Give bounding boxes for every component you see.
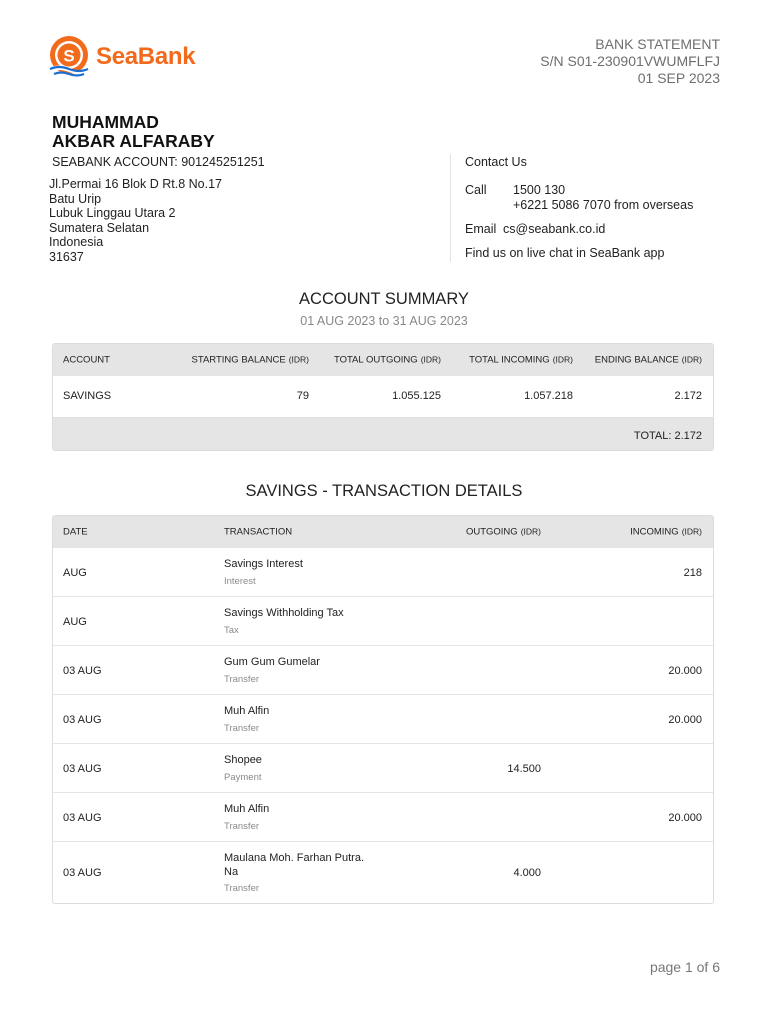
- address-line: Indonesia: [49, 235, 104, 250]
- account-summary-title: ACCOUNT SUMMARY: [299, 290, 469, 308]
- tx-name: Savings Interest: [224, 558, 303, 570]
- tx-type: Transfer: [224, 883, 260, 894]
- tx-name: Maulana Moh. Farhan Putra. Na: [224, 852, 365, 878]
- col-outgoing-label: TOTAL OUTGOING: [333, 354, 418, 365]
- tx-date: 03 AUG: [63, 714, 102, 726]
- account-summary-table: [52, 343, 714, 451]
- summary-footer: [53, 417, 713, 451]
- col-tx-incoming-unit: (IDR): [681, 526, 702, 536]
- transaction-row: [53, 547, 713, 596]
- address-line: Batu Urip: [49, 191, 102, 206]
- tx-date: 03 AUG: [63, 665, 102, 677]
- transaction-row: [53, 792, 713, 841]
- statement-title: BANK STATEMENT: [595, 36, 720, 52]
- tx-name: Gum Gum Gumelar: [224, 656, 320, 668]
- call-label: Call: [465, 183, 487, 197]
- tx-date: 03 AUG: [63, 812, 102, 824]
- tx-name: Muh Alfin: [224, 705, 270, 717]
- tx-date: AUG: [63, 567, 87, 579]
- col-outgoing-unit: (IDR): [420, 354, 441, 364]
- address-line: Jl.Permai 16 Blok D Rt.8 No.17: [49, 177, 222, 191]
- brand-name: SeaBank: [96, 43, 196, 70]
- page-number: page 1 of 6: [649, 959, 720, 975]
- tx-date: 03 AUG: [63, 763, 102, 775]
- statement-date: 01 SEP 2023: [637, 70, 720, 86]
- tx-outgoing: 4.000: [513, 867, 541, 879]
- summary-row: [53, 375, 713, 417]
- col-starting-label: STARTING BALANCE: [191, 354, 286, 365]
- col-account: ACCOUNT: [63, 354, 110, 365]
- tx-incoming: 20.000: [668, 812, 702, 824]
- tx-incoming: 20.000: [668, 714, 702, 726]
- summary-ending: 2.172: [674, 390, 702, 402]
- summary-header: [53, 344, 713, 375]
- col-date: DATE: [63, 526, 88, 537]
- tx-name: Savings Withholding Tax: [224, 607, 344, 619]
- col-ending-balance: [595, 354, 702, 365]
- call-overseas[interactable]: +6221 5086 7070 from overseas: [513, 198, 694, 212]
- address-line: 31637: [49, 249, 84, 264]
- customer-name-line1: MUHAMMAD: [52, 112, 159, 132]
- transaction-header: [53, 516, 713, 547]
- tx-type: Tax: [224, 625, 239, 636]
- vertical-divider: [450, 154, 451, 262]
- transaction-row: [53, 596, 713, 645]
- transaction-details-title: SAVINGS - TRANSACTION DETAILS: [245, 482, 523, 500]
- col-tx-incoming-label: INCOMING: [630, 526, 679, 537]
- address-line: Sumatera Selatan: [49, 220, 150, 235]
- seabank-logo-icon: [46, 34, 92, 80]
- summary-total: TOTAL: 2.172: [633, 430, 702, 442]
- col-incoming-unit: (IDR): [552, 354, 573, 364]
- account-summary-period: 01 AUG 2023 to 31 AUG 2023: [300, 314, 468, 328]
- svg-text:S: S: [63, 46, 75, 66]
- tx-incoming: 20.000: [668, 665, 702, 677]
- call-number[interactable]: 1500 130: [513, 183, 566, 197]
- col-tx-outgoing-label: OUTGOING: [465, 526, 518, 537]
- transaction-table: [52, 515, 714, 904]
- address-line: Lubuk Linggau Utara 2: [49, 206, 176, 221]
- live-chat-info: Find us on live chat in SeaBank app: [465, 246, 665, 260]
- tx-date: AUG: [63, 616, 87, 628]
- transaction-row: [53, 694, 713, 743]
- summary-starting: 79: [296, 390, 309, 402]
- tx-type: Payment: [224, 772, 262, 783]
- tx-type: Interest: [224, 576, 256, 587]
- contact-call-row: [465, 183, 565, 197]
- summary-outgoing: 1.055.125: [392, 390, 441, 402]
- tx-incoming: 218: [683, 567, 702, 579]
- summary-incoming: 1.057.218: [524, 390, 573, 402]
- tx-name: Shopee: [224, 754, 262, 766]
- col-starting-balance: [192, 354, 309, 365]
- col-total-incoming: [469, 354, 573, 365]
- col-starting-unit: (IDR): [288, 354, 309, 364]
- col-outgoing: [466, 526, 541, 537]
- seabank-logo: [46, 34, 195, 80]
- contact-email-row: [465, 222, 605, 236]
- customer-name-line2: AKBAR ALFARABY: [52, 131, 215, 151]
- transaction-row: [53, 743, 713, 792]
- summary-account: SAVINGS: [63, 390, 112, 402]
- tx-outgoing: 14.500: [507, 763, 541, 775]
- col-total-outgoing: [334, 354, 441, 365]
- tx-type: Transfer: [224, 674, 260, 685]
- col-ending-label: ENDING BALANCE: [594, 354, 679, 365]
- tx-type: Transfer: [224, 821, 260, 832]
- col-ending-unit: (IDR): [681, 354, 702, 364]
- customer-name: [52, 113, 215, 151]
- statement-meta: [540, 36, 720, 87]
- col-incoming: [630, 526, 702, 537]
- contact-heading: Contact Us: [465, 155, 527, 169]
- tx-date: 03 AUG: [63, 867, 102, 879]
- col-incoming-label: TOTAL INCOMING: [469, 354, 550, 365]
- transaction-row: [53, 841, 713, 903]
- email-value[interactable]: cs@seabank.co.id: [503, 222, 606, 236]
- col-transaction: TRANSACTION: [224, 526, 293, 537]
- col-tx-outgoing-unit: (IDR): [520, 526, 541, 536]
- email-label: Email: [465, 222, 497, 236]
- customer-account: SEABANK ACCOUNT: 901245251251: [52, 155, 265, 169]
- statement-serial: S/N S01-230901VWUMFLFJ: [540, 53, 720, 69]
- transaction-row: [53, 645, 713, 694]
- customer-address: [49, 177, 222, 265]
- tx-name: Muh Alfin: [224, 803, 270, 815]
- tx-type: Transfer: [224, 723, 260, 734]
